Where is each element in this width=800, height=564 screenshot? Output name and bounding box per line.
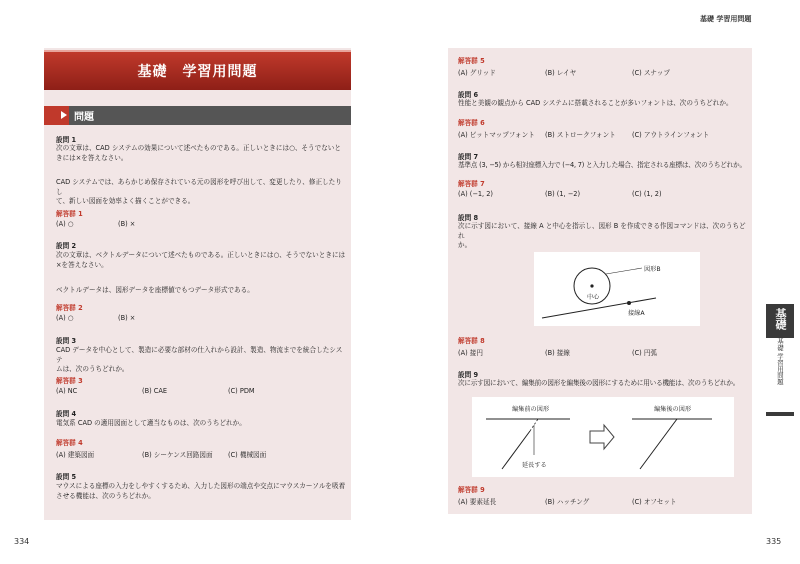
arrow-right-icon bbox=[590, 425, 614, 449]
title-banner bbox=[44, 50, 351, 90]
side-tab bbox=[766, 304, 794, 416]
q9-answer-group: 解答群 9 bbox=[458, 486, 485, 494]
side-tab-sub: 基礎 学習用問題 bbox=[776, 338, 784, 385]
q6-answer-group: 解答群 6 bbox=[458, 119, 485, 127]
fig-extend-label: 延長する bbox=[522, 462, 547, 469]
section-title: 問題 bbox=[74, 112, 94, 123]
q1-option-a[interactable]: (A) ○ bbox=[56, 220, 74, 228]
q7-option-a[interactable]: (A) (−1, 2) bbox=[458, 190, 494, 198]
q3-option-a[interactable]: (A) NC bbox=[56, 387, 78, 395]
q1-label: 設問 1 bbox=[56, 136, 77, 144]
q7-option-c[interactable]: (C) (1, 2) bbox=[632, 190, 662, 198]
q2-body: ベクトルデータは、図形データを座標値でもつデータ形式である。 bbox=[56, 286, 254, 294]
q6-text: 性能と美観の観点から CAD システムに搭載されることが多いフォントは、次のうちどれか。 bbox=[458, 99, 733, 107]
q4-option-a[interactable]: (A) 建築図面 bbox=[56, 451, 95, 459]
q2-text-line: 次の文章は、ベクトルデータについて述べたものである。正しいときには○、そうでないときには bbox=[56, 251, 346, 259]
q9-option-a[interactable]: (A) 要素延長 bbox=[458, 498, 497, 506]
q8-label: 設問 8 bbox=[458, 214, 479, 222]
q3-answer-group: 解答群 3 bbox=[56, 377, 83, 385]
q8-text-line: 次に示す図において、接線 A と中心を指示し、図形 B を作成できる作図コマンドは、次のうちどれ bbox=[458, 222, 746, 240]
q5-text bbox=[56, 482, 346, 501]
side-tab-sub-bg bbox=[766, 338, 794, 412]
q8-figure bbox=[534, 252, 700, 326]
q3-option-c[interactable]: (C) PDM bbox=[228, 387, 255, 395]
page-number-right: 335 bbox=[766, 537, 782, 546]
q6-option-a[interactable]: (A) ビットマップフォント bbox=[458, 131, 535, 139]
q3-text bbox=[56, 346, 346, 375]
banner-title: 基礎 学習用問題 bbox=[137, 64, 258, 80]
q8-text bbox=[458, 222, 750, 251]
q2-option-b[interactable]: (B) × bbox=[118, 314, 136, 322]
fig-after-label: 編集後の図形 bbox=[654, 406, 692, 413]
q6-option-b[interactable]: (B) ストロークフォント bbox=[545, 131, 616, 139]
g5-option-c[interactable]: (C) スナップ bbox=[632, 69, 670, 77]
tangent-point bbox=[627, 301, 631, 305]
q4-answer-group: 解答群 4 bbox=[56, 439, 83, 447]
running-head: 基礎 学習用問題 bbox=[700, 15, 752, 23]
q9-option-b[interactable]: (B) ハッチング bbox=[545, 498, 590, 506]
q3-option-b[interactable]: (B) CAE bbox=[142, 387, 168, 395]
q1-body-line: て、新しい図面を効率よく描くことができる。 bbox=[56, 197, 195, 206]
q9-label: 設問 9 bbox=[458, 371, 479, 379]
q1-text-line: 次の文章は、CAD システムの効果について述べたものである。正しいときには○、そうでないと bbox=[56, 144, 341, 152]
q6-option-c[interactable]: (C) アウトラインフォント bbox=[632, 131, 710, 139]
q1-option-b[interactable]: (B) × bbox=[118, 220, 136, 228]
q5-text-line: させる機能は、次のうちどれか。 bbox=[56, 491, 155, 500]
side-tab-main: 基礎 bbox=[774, 308, 787, 330]
q7-label: 設問 7 bbox=[458, 153, 479, 161]
fig-label-a: 接線A bbox=[628, 310, 645, 317]
q1-body-line: CAD システムでは、あらかじめ保存されている元の図形を呼び出して、変更したり、修正したりし bbox=[56, 178, 342, 196]
q8-option-a[interactable]: (A) 接円 bbox=[458, 349, 483, 357]
section-arrow-icon bbox=[61, 111, 67, 119]
q9-figure bbox=[472, 397, 734, 477]
q8-text-line: か。 bbox=[458, 241, 472, 250]
q2-answer-group: 解答群 2 bbox=[56, 304, 83, 312]
q1-body bbox=[56, 178, 346, 207]
q1-text bbox=[56, 144, 346, 163]
center-point bbox=[590, 284, 593, 287]
g5-option-b[interactable]: (B) レイヤ bbox=[545, 69, 577, 77]
q8-option-b[interactable]: (B) 接線 bbox=[545, 349, 570, 357]
q1-answer-group: 解答群 1 bbox=[56, 210, 83, 218]
q7-answer-group: 解答群 7 bbox=[458, 180, 485, 188]
q8-option-c[interactable]: (C) 円弧 bbox=[632, 349, 658, 357]
after-slant-line bbox=[640, 419, 677, 469]
q9-text: 次に示す図において、編集前の図形を編集後の図形にするために用いる機能は、次のうちどれか。 bbox=[458, 379, 740, 387]
q2-label: 設問 2 bbox=[56, 242, 77, 250]
q2-text bbox=[56, 251, 346, 270]
q4-text: 電気系 CAD の適用図面として適当なものは、次のうちどれか。 bbox=[56, 419, 246, 427]
q7-option-b[interactable]: (B) (1, −2) bbox=[545, 190, 581, 198]
page-number-left: 334 bbox=[14, 537, 30, 546]
q2-text-line: ×を答えなさい。 bbox=[56, 260, 108, 269]
q9-option-c[interactable]: (C) オフセット bbox=[632, 498, 677, 506]
q3-label: 設問 3 bbox=[56, 337, 77, 345]
q1-text-line: きには×を答えなさい。 bbox=[56, 153, 128, 162]
fig-label-b: 図形B bbox=[644, 266, 661, 273]
leader-line-b bbox=[606, 268, 642, 274]
q4-label: 設問 4 bbox=[56, 410, 77, 418]
q5-label: 設問 5 bbox=[56, 473, 77, 481]
q8-figure-drawing bbox=[534, 252, 700, 326]
q8-answer-group: 解答群 8 bbox=[458, 337, 485, 345]
q2-option-a[interactable]: (A) ○ bbox=[56, 314, 74, 322]
q4-option-b[interactable]: (B) シーケンス回路図面 bbox=[142, 451, 213, 459]
q5-text-line: マウスによる座標の入力をしやすくするため、入力した図形の端点や交点にマウスカーソルを吸着 bbox=[56, 482, 346, 490]
q3-text-line: ムは、次のうちどれか。 bbox=[56, 365, 129, 374]
section-header bbox=[44, 106, 351, 125]
q6-label: 設問 6 bbox=[458, 91, 479, 99]
g5-answer-group: 解答群 5 bbox=[458, 57, 485, 65]
q7-text: 基準点 (3, −5) から相対座標入力で (−4, 7) と入力した場合、指定される座標は、次のうちどれか。 bbox=[458, 161, 746, 169]
fig-before-label: 編集前の図形 bbox=[512, 406, 550, 413]
q3-text-line: CAD データを中心として、製造に必要な部材の仕入れから設計、製造、物流までを統合したシステ bbox=[56, 346, 343, 364]
g5-option-a[interactable]: (A) グリッド bbox=[458, 69, 496, 77]
q4-option-c[interactable]: (C) 機械図面 bbox=[228, 451, 267, 459]
fig-label-center: 中心 bbox=[587, 294, 600, 301]
